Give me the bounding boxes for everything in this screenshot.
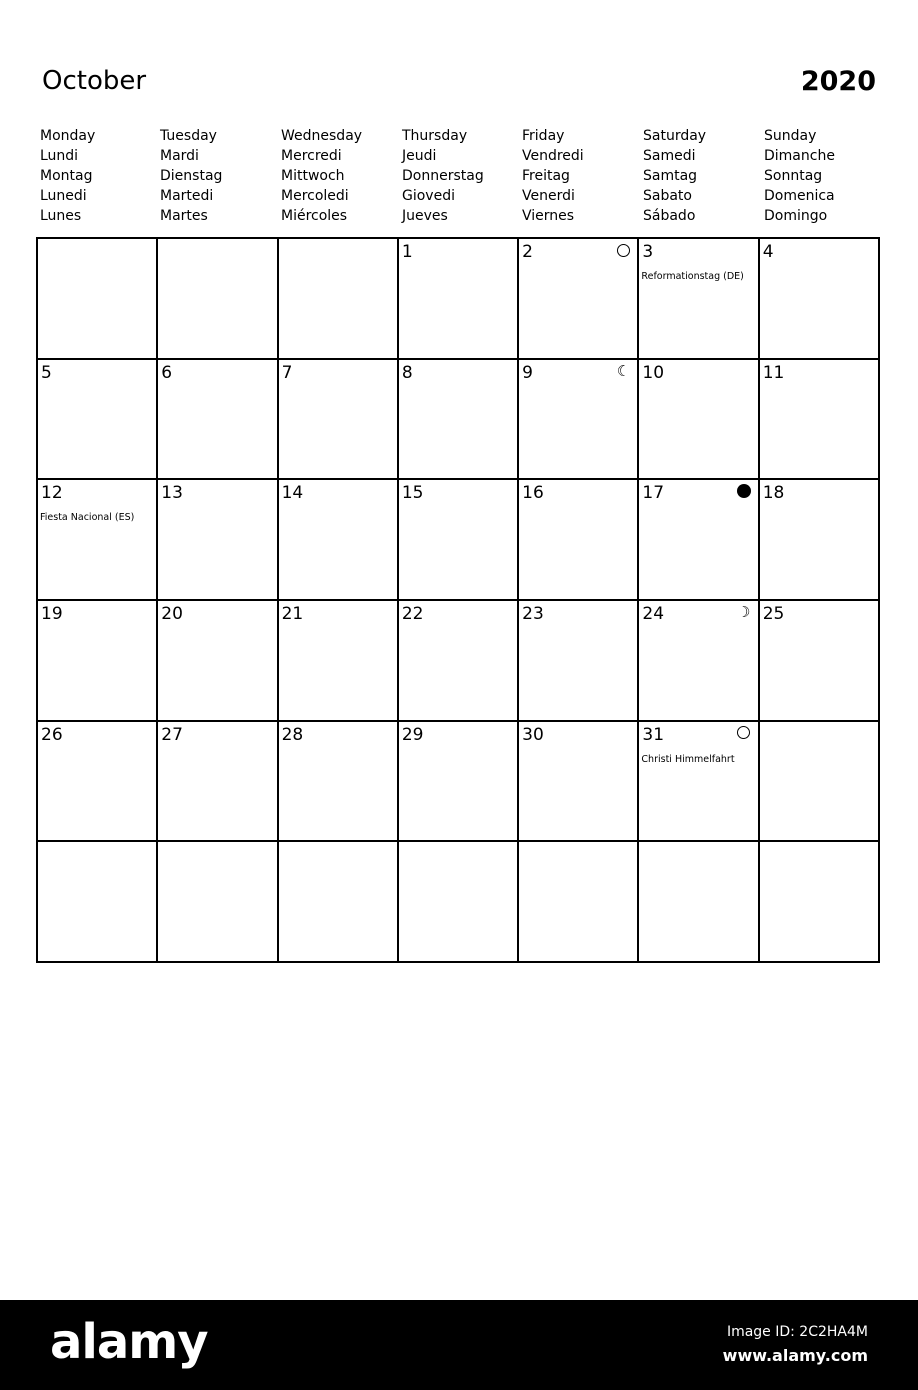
weekday-name: Martes <box>160 208 208 224</box>
weekday-column <box>643 126 761 226</box>
day-cell <box>639 601 759 722</box>
weekday-name: Sonntag <box>764 168 823 184</box>
weekday-name: Miércoles <box>281 208 348 224</box>
day-cell <box>519 239 639 360</box>
day-number: 20 <box>161 603 183 624</box>
day-number: 17 <box>642 483 665 504</box>
new-moon-icon <box>736 483 752 499</box>
last-quarter-moon-icon: ☾ <box>616 361 631 380</box>
weekday-name: Domingo <box>764 208 828 224</box>
day-cell <box>639 842 759 963</box>
day-cell <box>639 480 759 601</box>
weekday-name: Viernes <box>522 208 575 224</box>
day-number: 30 <box>522 724 544 745</box>
holiday-label: Reformationstag (DE) <box>641 271 744 282</box>
weekday-column <box>402 126 520 226</box>
day-number: 19 <box>41 603 63 624</box>
day-number: 14 <box>281 483 304 504</box>
month-title: October <box>42 66 147 96</box>
day-cell <box>279 601 399 722</box>
day-cell <box>158 239 278 360</box>
day-cell <box>639 360 759 481</box>
day-number: 1 <box>401 242 413 262</box>
weekday-name: Saturday <box>643 128 707 144</box>
day-cell <box>760 601 880 722</box>
day-cell <box>760 842 880 963</box>
weekday-column <box>40 126 158 226</box>
day-number: 10 <box>642 362 665 383</box>
day-cell <box>279 842 399 963</box>
weekday-name: Freitag <box>522 168 570 184</box>
day-cell <box>158 480 278 601</box>
day-cell <box>158 722 278 843</box>
weekday-column <box>281 126 399 226</box>
day-number: 22 <box>401 603 424 624</box>
day-number: 28 <box>281 724 304 745</box>
alamy-logo: alamy <box>50 1314 208 1370</box>
day-number: 15 <box>401 483 424 504</box>
day-number: 7 <box>281 362 293 383</box>
day-cell <box>399 842 519 963</box>
day-cell <box>38 601 158 722</box>
weekday-name: Mercredi <box>281 148 342 164</box>
day-cell <box>399 239 519 360</box>
weekday-column <box>764 126 882 226</box>
day-cell <box>279 480 399 601</box>
weekday-name: Dimanche <box>764 148 835 164</box>
day-cell <box>158 842 278 963</box>
day-number: 25 <box>762 603 785 624</box>
day-cell <box>519 601 639 722</box>
day-cell <box>38 722 158 843</box>
weekday-name: Sabato <box>643 188 692 204</box>
weekday-name: Venerdi <box>522 188 575 204</box>
day-number: 13 <box>161 483 183 504</box>
weekday-name: Samtag <box>643 168 698 184</box>
weekday-name: Wednesday <box>281 128 363 144</box>
calendar-grid <box>36 237 880 963</box>
day-cell <box>519 360 639 481</box>
day-cell <box>279 239 399 360</box>
weekday-column <box>160 126 278 226</box>
day-cell <box>760 722 880 843</box>
day-number: 27 <box>161 724 183 745</box>
full-moon-icon <box>736 725 752 741</box>
weekday-name: Donnerstag <box>402 168 484 184</box>
weekday-name: Dienstag <box>160 168 223 184</box>
day-cell <box>760 480 880 601</box>
day-number: 21 <box>281 603 304 624</box>
day-number: 16 <box>522 483 544 504</box>
day-number: 9 <box>522 362 533 383</box>
weekday-name: Giovedi <box>402 188 455 204</box>
day-number: 6 <box>161 362 173 383</box>
day-cell <box>279 360 399 481</box>
day-cell <box>158 601 278 722</box>
day-cell <box>399 480 519 601</box>
day-cell <box>519 842 639 963</box>
weekday-name: Jeudi <box>402 148 437 164</box>
weekday-name: Mardi <box>160 148 199 164</box>
weekday-name: Martedi <box>160 188 214 204</box>
day-number: 5 <box>41 362 52 383</box>
day-cell <box>760 360 880 481</box>
day-cell <box>38 239 158 360</box>
day-number: 26 <box>41 724 63 745</box>
first-quarter-moon-icon: ☽ <box>736 602 751 621</box>
full-moon-icon <box>615 242 631 258</box>
day-number: 3 <box>642 242 654 262</box>
weekday-name: Mittwoch <box>281 168 345 184</box>
day-cell <box>399 360 519 481</box>
image-id-label: Image ID: 2C2HA4M <box>726 1324 868 1340</box>
weekday-name: Jueves <box>402 208 448 224</box>
weekday-name: Mercoledi <box>281 188 349 204</box>
weekday-column <box>522 126 640 226</box>
day-number: 18 <box>762 483 785 504</box>
day-cell <box>399 722 519 843</box>
weekday-name: Lunes <box>40 208 82 224</box>
day-number: 29 <box>401 724 424 745</box>
day-cell <box>279 722 399 843</box>
day-number: 31 <box>642 724 665 745</box>
day-number: 4 <box>762 242 774 262</box>
day-number: 23 <box>522 603 544 624</box>
weekday-name: Sunday <box>764 128 817 144</box>
year-title: 2020 <box>800 66 876 97</box>
day-cell <box>158 360 278 481</box>
day-cell <box>639 722 759 843</box>
weekday-name: Montag <box>40 168 93 184</box>
day-cell <box>639 239 759 360</box>
day-cell <box>38 480 158 601</box>
day-number: 8 <box>401 362 413 383</box>
weekday-name: Sábado <box>643 208 696 224</box>
day-number: 2 <box>522 242 533 262</box>
watermark-footer <box>0 1300 918 1390</box>
day-cell <box>399 601 519 722</box>
weekday-name: Monday <box>40 128 96 144</box>
day-cell <box>519 480 639 601</box>
weekday-name: Domenica <box>764 188 835 204</box>
day-cell <box>760 239 880 360</box>
day-cell <box>38 360 158 481</box>
day-cell <box>519 722 639 843</box>
weekday-name: Tuesday <box>160 128 217 144</box>
day-cell <box>38 842 158 963</box>
holiday-label: Christi Himmelfahrt <box>641 753 735 765</box>
weekday-name: Vendredi <box>522 148 584 164</box>
weekday-name: Friday <box>522 128 565 144</box>
weekday-name: Samedi <box>643 148 696 164</box>
website-label: www.alamy.com <box>722 1346 868 1365</box>
day-number: 24 <box>642 603 665 624</box>
weekday-name: Lunedi <box>40 188 87 204</box>
day-number: 11 <box>762 362 785 383</box>
weekday-name: Thursday <box>402 128 468 144</box>
weekday-name: Lundi <box>40 148 79 164</box>
holiday-label: Fiesta Nacional (ES) <box>40 512 135 524</box>
day-number: 12 <box>41 483 63 504</box>
